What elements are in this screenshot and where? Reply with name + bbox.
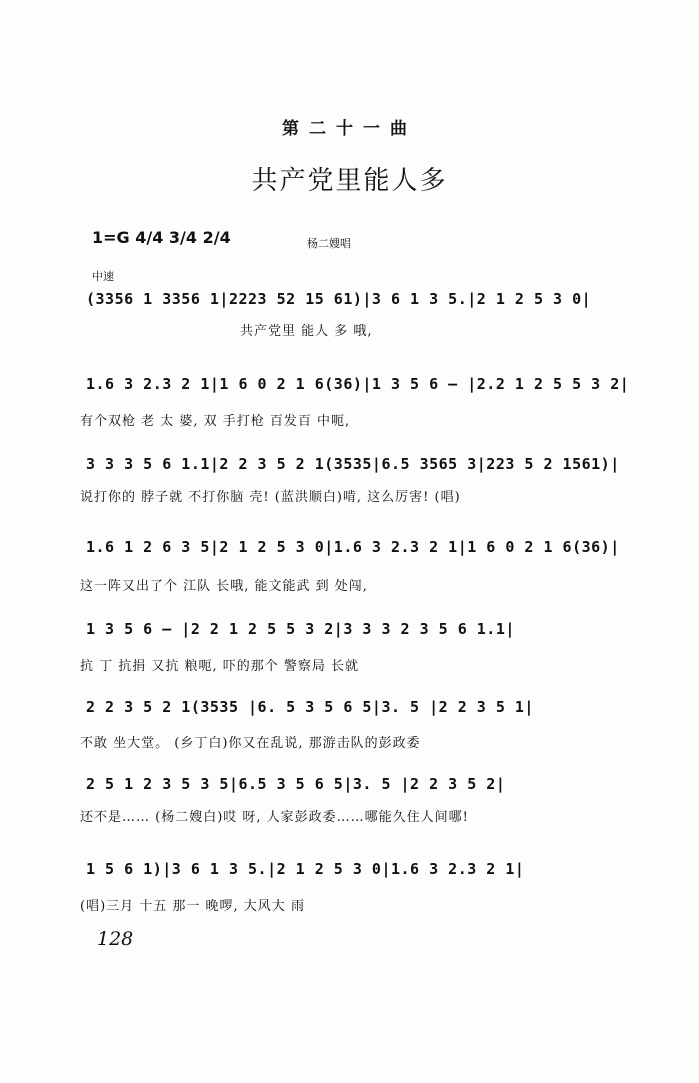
key-time-signature: 1=G 4/4 3/4 2/4 bbox=[92, 228, 231, 247]
lyric-line: 抗 丁 抗捐 又抗 粮呃, 吓的那个 警察局 长就 bbox=[80, 659, 360, 674]
lyric-line: 有个双枪 老 太 婆, 双 手打枪 百发百 中呃, bbox=[80, 414, 351, 429]
chapter-heading: 第二十一曲 bbox=[282, 119, 417, 139]
lyric-line: 这一阵又出了个 江队 长哦, 能文能武 到 处闯, bbox=[80, 579, 368, 594]
lyric-line: 共产党里 能人 多 哦, bbox=[240, 324, 373, 339]
notation-line: 1.6 3 2.3 2 1|1 6 0 2 1 6(36)|1 3 5 6 — |2.2 1 2 5 5 3 2| bbox=[86, 375, 630, 393]
lyric-line: 不敢 坐大堂。 (乡丁白)你又在乱说, 那游击队的彭政委 bbox=[80, 736, 421, 751]
singer-credit: 杨二嫂唱 bbox=[307, 237, 351, 250]
tempo-marking: 中速 bbox=[92, 270, 114, 283]
page-number: 128 bbox=[97, 928, 134, 950]
lyric-line: (唱)三月 十五 那一 晚啰, 大风大 雨 bbox=[80, 899, 305, 914]
notation-line: (3356 1 3356 1|2223 52 15 61)|3 6 1 3 5.|2 1 2 5 3 0| bbox=[86, 290, 592, 308]
notation-line: 3 3 3 5 6 1.1|2 2 3 5 2 1(3535|6.5 3565 3|223 5 2 1561)| bbox=[86, 455, 620, 473]
notation-line: 2 5 1 2 3 5 3 5|6.5 3 5 6 5|3. 5 |2 2 3 5 2| bbox=[86, 775, 506, 793]
song-title: 共产党里能人多 bbox=[251, 166, 448, 196]
notation-line: 1.6 1 2 6 3 5|2 1 2 5 3 0|1.6 3 2.3 2 1|1 6 0 2 1 6(36)| bbox=[86, 538, 620, 556]
notation-line: 1 3 5 6 — |2 2 1 2 5 5 3 2|3 3 3 2 3 5 6 1.1| bbox=[86, 620, 515, 638]
notation-line: 2 2 3 5 2 1(3535 |6. 5 3 5 6 5|3. 5 |2 2 3 5 1| bbox=[86, 698, 534, 716]
lyric-line: 说打你的 脖子就 不打你脑 壳! (蓝洪顺白)啃, 这么厉害! (唱) bbox=[80, 490, 461, 505]
lyric-line: 还不是…… (杨二嫂白)哎 呀, 人家彭政委……哪能久住人间哪! bbox=[80, 810, 469, 825]
notation-line: 1 5 6 1)|3 6 1 3 5.|2 1 2 5 3 0|1.6 3 2.3 2 1| bbox=[86, 860, 525, 878]
